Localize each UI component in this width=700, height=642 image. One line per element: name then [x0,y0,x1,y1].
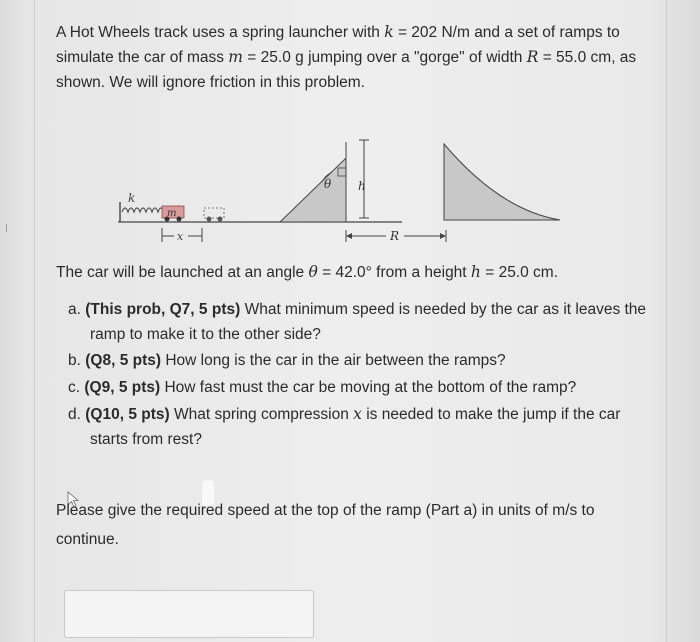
var-h: h [470,263,481,281]
label-h: h [358,179,366,193]
right-margin-line [666,0,667,642]
problem-intro [56,20,656,95]
answer-input[interactable] [64,590,314,638]
label-k: k [128,191,136,205]
intro-text: A Hot Wheels track uses a spring launcher with k = 202 N/m and a set of ramps to simulate the car of mass m = 25.0 g jumping over a "gorge" of width R = 55.0 cm, as shown. We will ignore friction in this problem. [56,23,637,91]
var-m: m [228,48,243,66]
car-ghost-wheel-front [218,217,223,222]
answer-prompt: Please give the required speed at the top of the ramp (Part a) in units of m/s to continue. [56,502,595,548]
var-k: k [384,23,394,41]
margin-tick [6,224,7,232]
r-arrowhead-right [440,233,446,239]
r-arrowhead-left [346,233,352,239]
var-x: x [353,405,362,423]
question-d: d. (Q10, 5 pts) What spring compression x is needed to make the jump if the car starts from rest? [68,405,621,448]
car-ghost-body [204,208,224,218]
label-theta: θ [324,177,332,191]
question-list [68,298,658,454]
var-theta: θ [308,263,318,281]
left-margin-line [34,0,35,642]
label-R: R [390,229,400,243]
track-diagram [110,130,580,260]
var-R: R [526,48,539,66]
problem-statement: The car will be launched at an angle θ = 42.0° from a height h = 25.0 cm. [56,263,559,281]
label-m: m [167,208,177,219]
landing-ramp [444,144,560,220]
car-wheel-front [177,217,182,222]
question-c: c. (Q9, 5 pts) How fast must the car be moving at the bottom of the ramp? [68,378,577,396]
launch-ramp [280,158,346,222]
car-ghost-wheel-rear [207,217,212,222]
question-b: b. (Q8, 5 pts) How long is the car in the air between the ramps? [68,352,506,369]
question-a: a. (This prob, Q7, 5 pts) What minimum speed is needed by the car as it leaves the ramp to make it to the other side? [68,301,647,343]
label-x: x [177,230,184,243]
spring-coil [122,208,164,212]
